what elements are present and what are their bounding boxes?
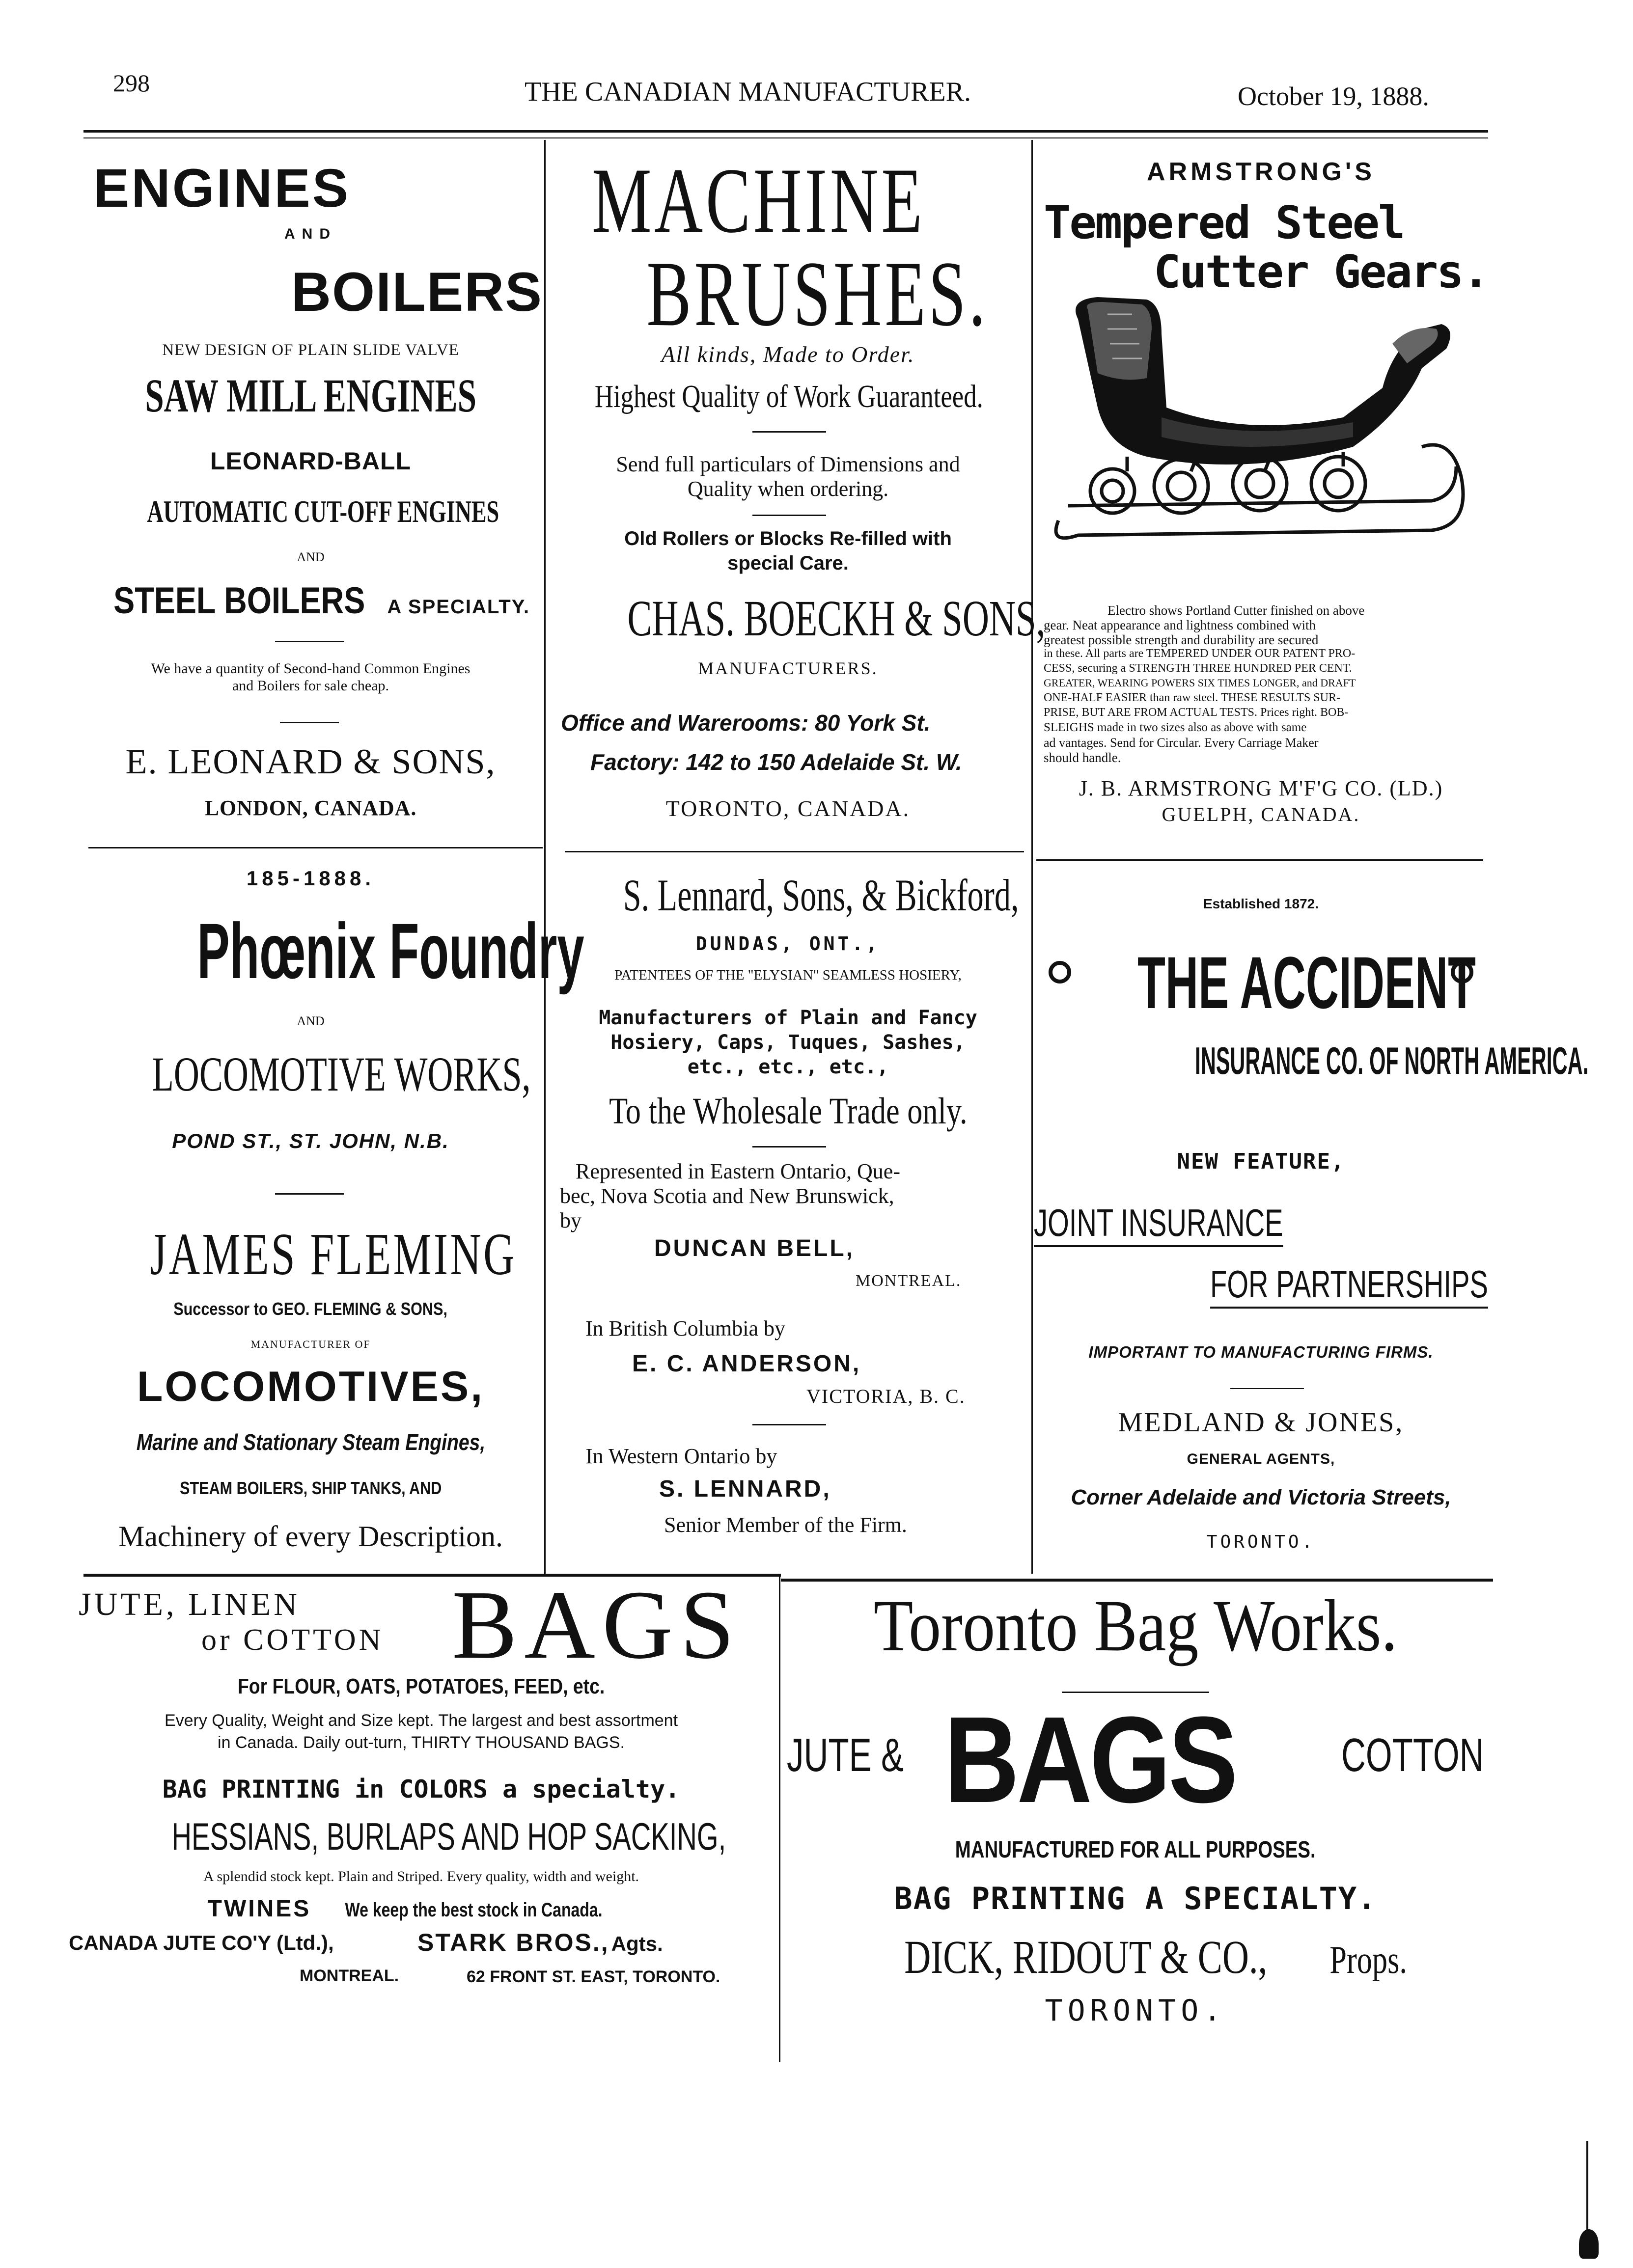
lennard-mfrs-2: Hosiery, Caps, Tuques, Sashes,	[610, 1031, 966, 1054]
phoenix-address: POND ST., ST. JOHN, N.B.	[172, 1129, 449, 1152]
boeckh-city: TORONTO, CANADA.	[665, 796, 911, 821]
lennard-western: In Western Ontario by	[585, 1444, 777, 1468]
armstrong-desc-7: PRISE, BUT ARE FROM ACTUAL TESTS. Prices right. BOB-	[1044, 706, 1349, 719]
lennard-s-lennard: S. LENNARD,	[659, 1476, 831, 1502]
lennard-by: by	[560, 1208, 581, 1232]
lennard-duncan: DUNCAN BELL,	[654, 1235, 855, 1261]
phoenix-heading	[79, 906, 584, 996]
james-text: JAMES FLEMING	[150, 1221, 517, 1287]
accident-partnerships-box	[1102, 1262, 1488, 1309]
manufacturer-of-text: MANUFACTURER OF	[250, 1338, 371, 1350]
accident-subtitle: INSURANCE CO. OF NORTH AMERICA.	[1194, 1039, 1589, 1082]
leonard-bottom-rule	[88, 847, 543, 848]
toronto-city: TORONTO.	[1045, 1994, 1226, 2028]
accident-joint-box	[1034, 1201, 1380, 1247]
boeckh-company: CHAS. BOECKH & SONS,	[627, 590, 1046, 647]
machine-heading	[517, 147, 1000, 254]
armstrong-desc-0: Electro shows Portland Cutter finished on above	[1107, 603, 1365, 618]
armstrong-cutter: Cutter Gears.	[1153, 246, 1488, 298]
loco-works-text: LOCOMOTIVE WORKS,	[152, 1047, 531, 1101]
toronto-dick: DICK, RIDOUT & CO.,	[904, 1931, 1268, 1983]
toronto-printing: BAG PRINTING A SPECIALTY.	[894, 1881, 1377, 1916]
steel-boilers-text: STEEL BOILERS	[113, 580, 365, 622]
and-text: AND	[297, 550, 325, 564]
lennard-senior: Senior Member of the Firm.	[664, 1513, 907, 1537]
toronto-manufactured: MANUFACTURED FOR ALL PURPOSES.	[955, 1837, 1316, 1863]
armstrong-desc-3: in these. All parts are TEMPERED UNDER OUR PATENT PRO-	[1044, 647, 1356, 660]
every-text-1: Every Quality, Weight and Size kept. The largest and best assortment	[164, 1711, 678, 1730]
jute-bags-heading: BAGS	[452, 1571, 742, 1679]
saw-mill-text: SAW MILL ENGINES	[145, 369, 476, 422]
phoenix-rule	[275, 1193, 344, 1195]
lennard-dundas: DUNDAS, ONT.,	[695, 933, 881, 955]
publication-title: THE CANADIAN MANUFACTURER.	[525, 77, 971, 107]
ad-armstrong	[1034, 142, 1488, 859]
lennard-montreal: MONTREAL.	[856, 1272, 962, 1290]
boeckh-company-heading	[546, 589, 1046, 648]
steel-boilers-line	[79, 579, 543, 622]
header-rule	[83, 130, 1488, 133]
toronto-props: Props.	[1329, 1939, 1407, 1982]
old-rollers-text-2: special Care.	[727, 552, 849, 574]
accident-general: GENERAL AGENTS,	[1187, 1451, 1335, 1467]
toronto-bags-box	[944, 1689, 1287, 1830]
leonard-rule-2	[280, 722, 339, 723]
lennard-represented-1: Represented in Eastern Ontario, Que-	[576, 1159, 900, 1183]
lennard-company-heading	[546, 869, 1030, 921]
accident-joint: JOINT INSURANCE	[1034, 1201, 1283, 1247]
armstrong-bottom-rule	[1036, 859, 1483, 861]
toronto-cotton: COTTON	[1341, 1729, 1484, 1781]
lennard-victoria: VICTORIA, B. C.	[806, 1385, 966, 1407]
jute-printing: BAG PRINTING in COLORS a specialty.	[162, 1775, 680, 1803]
boeckh-bottom-rule	[565, 851, 1024, 852]
ad-jute-bags	[64, 1571, 778, 2060]
ad-toronto-bag	[782, 1581, 1489, 2062]
years-text: 185-1888.	[246, 867, 375, 890]
page-number: 298	[113, 69, 150, 97]
armstrong-desc-1: gear. Neat appearance and lightness combined with	[1044, 618, 1316, 632]
hessians-heading	[64, 1814, 778, 1859]
boeckh-manufacturers: MANUFACTURERS.	[698, 658, 878, 678]
second-hand-text-2: and Boilers for sale cheap.	[232, 678, 389, 694]
armstrong-company: J. B. ARMSTRONG M'F'G CO. (LD.)	[1079, 776, 1443, 800]
and-ornament: AND	[284, 226, 337, 242]
locomotives-heading: LOCOMOTIVES,	[137, 1363, 485, 1410]
accident-important: IMPORTANT TO MANUFACTURING FIRMS.	[1088, 1343, 1434, 1361]
loco-works-heading	[79, 1046, 543, 1102]
keep-text: We keep the best stock in Canada.	[345, 1899, 603, 1921]
lennard-company: S. Lennard, Sons, & Bickford,	[623, 870, 1019, 920]
lennard-rule-2	[752, 1424, 826, 1425]
jute-linen-text: JUTE, LINEN	[79, 1586, 300, 1622]
ring-ornament-left	[1049, 961, 1071, 984]
accident-city: TORONTO.	[1206, 1532, 1316, 1552]
james-heading	[79, 1220, 543, 1289]
leonard-rule-1	[275, 641, 344, 642]
ad-lennard	[546, 854, 1030, 1571]
accident-partnerships: FOR PARTNERSHIPS	[1210, 1262, 1488, 1309]
toronto-bag-title-heading	[782, 1584, 1489, 1668]
boilers-heading: BOILERS	[291, 261, 543, 323]
accident-rule	[1230, 1388, 1304, 1389]
lennard-wholesale-heading	[546, 1090, 1030, 1133]
armstrong-desc-6: ONE-HALF EASIER than raw steel. THESE RESULTS SUR-	[1044, 691, 1340, 704]
armstrong-desc-10: should handle.	[1044, 750, 1121, 765]
boeckh-rule-1	[752, 431, 826, 433]
lennard-mfrs-1: Manufacturers of Plain and Fancy	[599, 1007, 977, 1029]
accident-new-feature: NEW FEATURE,	[1177, 1149, 1345, 1174]
quality-text: Highest Quality of Work Guaranteed.	[594, 379, 983, 414]
send-full-text: Send full particulars of Dimensions and	[616, 452, 960, 476]
armstrong-desc-9: ad vantages. Send for Circular. Every Carriage Maker	[1044, 736, 1319, 750]
new-design-text: NEW DESIGN OF PLAIN SLIDE VALVE	[162, 341, 459, 359]
armstrong-name: ARMSTRONG'S	[1147, 158, 1375, 186]
phoenix-and: AND	[297, 1014, 325, 1028]
for-flour-text: For FLOUR, OATS, POTATOES, FEED, etc.	[237, 1674, 605, 1698]
cutter-sleigh-illustration	[1049, 290, 1481, 555]
splendid-text: A splendid stock kept. Plain and Striped. Every quality, width and weight.	[203, 1868, 639, 1885]
toronto-jute-box	[787, 1728, 949, 1782]
every-text-2: in Canada. Daily out-turn, THIRTY THOUSAND BAGS.	[218, 1733, 625, 1752]
column-divider-left	[544, 140, 546, 1574]
armstrong-desc-8: SLEIGHS made in two sizes also as above with same	[1044, 721, 1307, 734]
specialty-text: A SPECIALTY.	[387, 596, 530, 618]
hessians-text: HESSIANS, BURLAPS AND HOP SACKING,	[171, 1815, 726, 1858]
or-cotton-text: or COTTON	[201, 1623, 384, 1657]
lennard-wholesale: To the Wholesale Trade only.	[609, 1091, 968, 1132]
lennard-represented-2: bec, Nova Scotia and New Brunswick,	[560, 1184, 894, 1208]
toronto-bag-title: Toronto Bag Works.	[873, 1585, 1398, 1667]
ad-leonard	[79, 147, 543, 849]
engines-heading: ENGINES	[93, 158, 351, 219]
accident-title-line	[1034, 940, 1488, 1025]
leonard-company: E. LEONARD & SONS,	[125, 742, 496, 781]
armstrong-city: GUELPH, CANADA.	[1162, 803, 1360, 825]
toronto-cotton-box	[1286, 1728, 1484, 1782]
jute-montreal: MONTREAL.	[300, 1967, 399, 1985]
brushes-heading	[576, 241, 1059, 348]
toronto-jute: JUTE &	[787, 1729, 904, 1781]
armstrong-desc-5: GREATER, WEARING POWERS SIX TIMES LONGER, and DRAFT	[1044, 677, 1356, 689]
marine-heading	[79, 1429, 543, 1455]
stark-line	[417, 1928, 663, 1957]
column-divider-right	[1031, 140, 1033, 1574]
toronto-manufactured-heading	[782, 1836, 1489, 1863]
automatic-text: AUTOMATIC CUT-OFF ENGINES	[147, 494, 499, 529]
automatic-heading	[79, 493, 543, 530]
lennard-anderson: E. C. ANDERSON,	[632, 1351, 861, 1377]
twines-line	[64, 1895, 778, 1922]
old-rollers-text: Old Rollers or Blocks Re-filled with	[624, 528, 952, 549]
send-full-text-2: Quality when ordering.	[687, 477, 889, 501]
boeckh-factory: Factory: 142 to 150 Adelaide St. W.	[590, 749, 962, 775]
phoenix-text: Phœnix Foundry	[197, 907, 584, 995]
for-flour-heading	[64, 1674, 778, 1699]
page-edge-blot	[1579, 2229, 1599, 2259]
steam-boilers-text: STEAM BOILERS, SHIP TANKS, AND	[179, 1478, 442, 1498]
dick-line	[782, 1930, 1489, 1984]
leonard-location: LONDON, CANADA.	[204, 796, 417, 820]
armstrong-desc-2: greatest possible strength and durability are secured	[1044, 632, 1319, 647]
lennard-mfrs-3: etc., etc., etc.,	[687, 1056, 889, 1078]
brushes-text: BRUSHES.	[646, 243, 989, 346]
second-hand-text: We have a quantity of Second-hand Common Engines	[151, 660, 471, 677]
jute-front-st: 62 FRONT ST. EAST, TORONTO.	[467, 1967, 720, 1986]
successor-heading	[79, 1299, 543, 1319]
header-rule-thin	[83, 137, 1488, 138]
canada-jute-text: CANADA JUTE CO'Y (Ltd.),	[69, 1931, 334, 1954]
boeckh-office: Office and Warerooms: 80 York St.	[561, 710, 931, 736]
lennard-patentees: PATENTEES OF THE "ELYSIAN" SEAMLESS HOSIERY,	[614, 967, 962, 983]
ring-ornament-right	[1451, 961, 1473, 984]
agts-text: Agts.	[611, 1932, 663, 1955]
successor-text: Successor to GEO. FLEMING & SONS,	[173, 1299, 448, 1319]
lennard-bc: In British Columbia by	[585, 1316, 785, 1340]
issue-date: October 19, 1888.	[1238, 82, 1429, 111]
twines-text: TWINES	[207, 1896, 311, 1922]
accident-title: THE ACCIDENT	[1137, 941, 1476, 1024]
accident-subtitle-heading	[1034, 1038, 1589, 1083]
accident-corner: Corner Adelaide and Victoria Streets,	[1071, 1485, 1451, 1509]
machine-text: MACHINE	[592, 149, 925, 252]
boeckh-rule-2	[752, 515, 826, 516]
ad-accident	[1034, 862, 1589, 1571]
lennard-rule-1	[752, 1146, 826, 1148]
toronto-bags: BAGS	[944, 1691, 1236, 1828]
bottom-column-divider	[779, 1576, 780, 2062]
saw-mill-heading	[79, 368, 543, 423]
machinery-text: Machinery of every Description.	[118, 1520, 503, 1553]
quality-heading	[546, 378, 1030, 415]
steam-boilers-heading	[79, 1478, 543, 1499]
all-kinds-text: All kinds, Made to Order.	[661, 342, 915, 367]
armstrong-desc-4: CESS, securing a STRENGTH THREE HUNDRED PER CENT.	[1044, 662, 1352, 675]
armstrong-tempered: Tempered Steel	[1044, 196, 1404, 249]
leonard-ball-text: LEONARD-BALL	[210, 447, 412, 475]
accident-established: Established 1872.	[1203, 896, 1319, 911]
sleigh-body	[1076, 297, 1450, 465]
stark-text: STARK BROS.,	[417, 1929, 609, 1956]
marine-text: Marine and Stationary Steam Engines,	[136, 1429, 485, 1455]
ad-boeckh	[546, 147, 1046, 854]
accident-agents: MEDLAND & JONES,	[1118, 1407, 1404, 1438]
